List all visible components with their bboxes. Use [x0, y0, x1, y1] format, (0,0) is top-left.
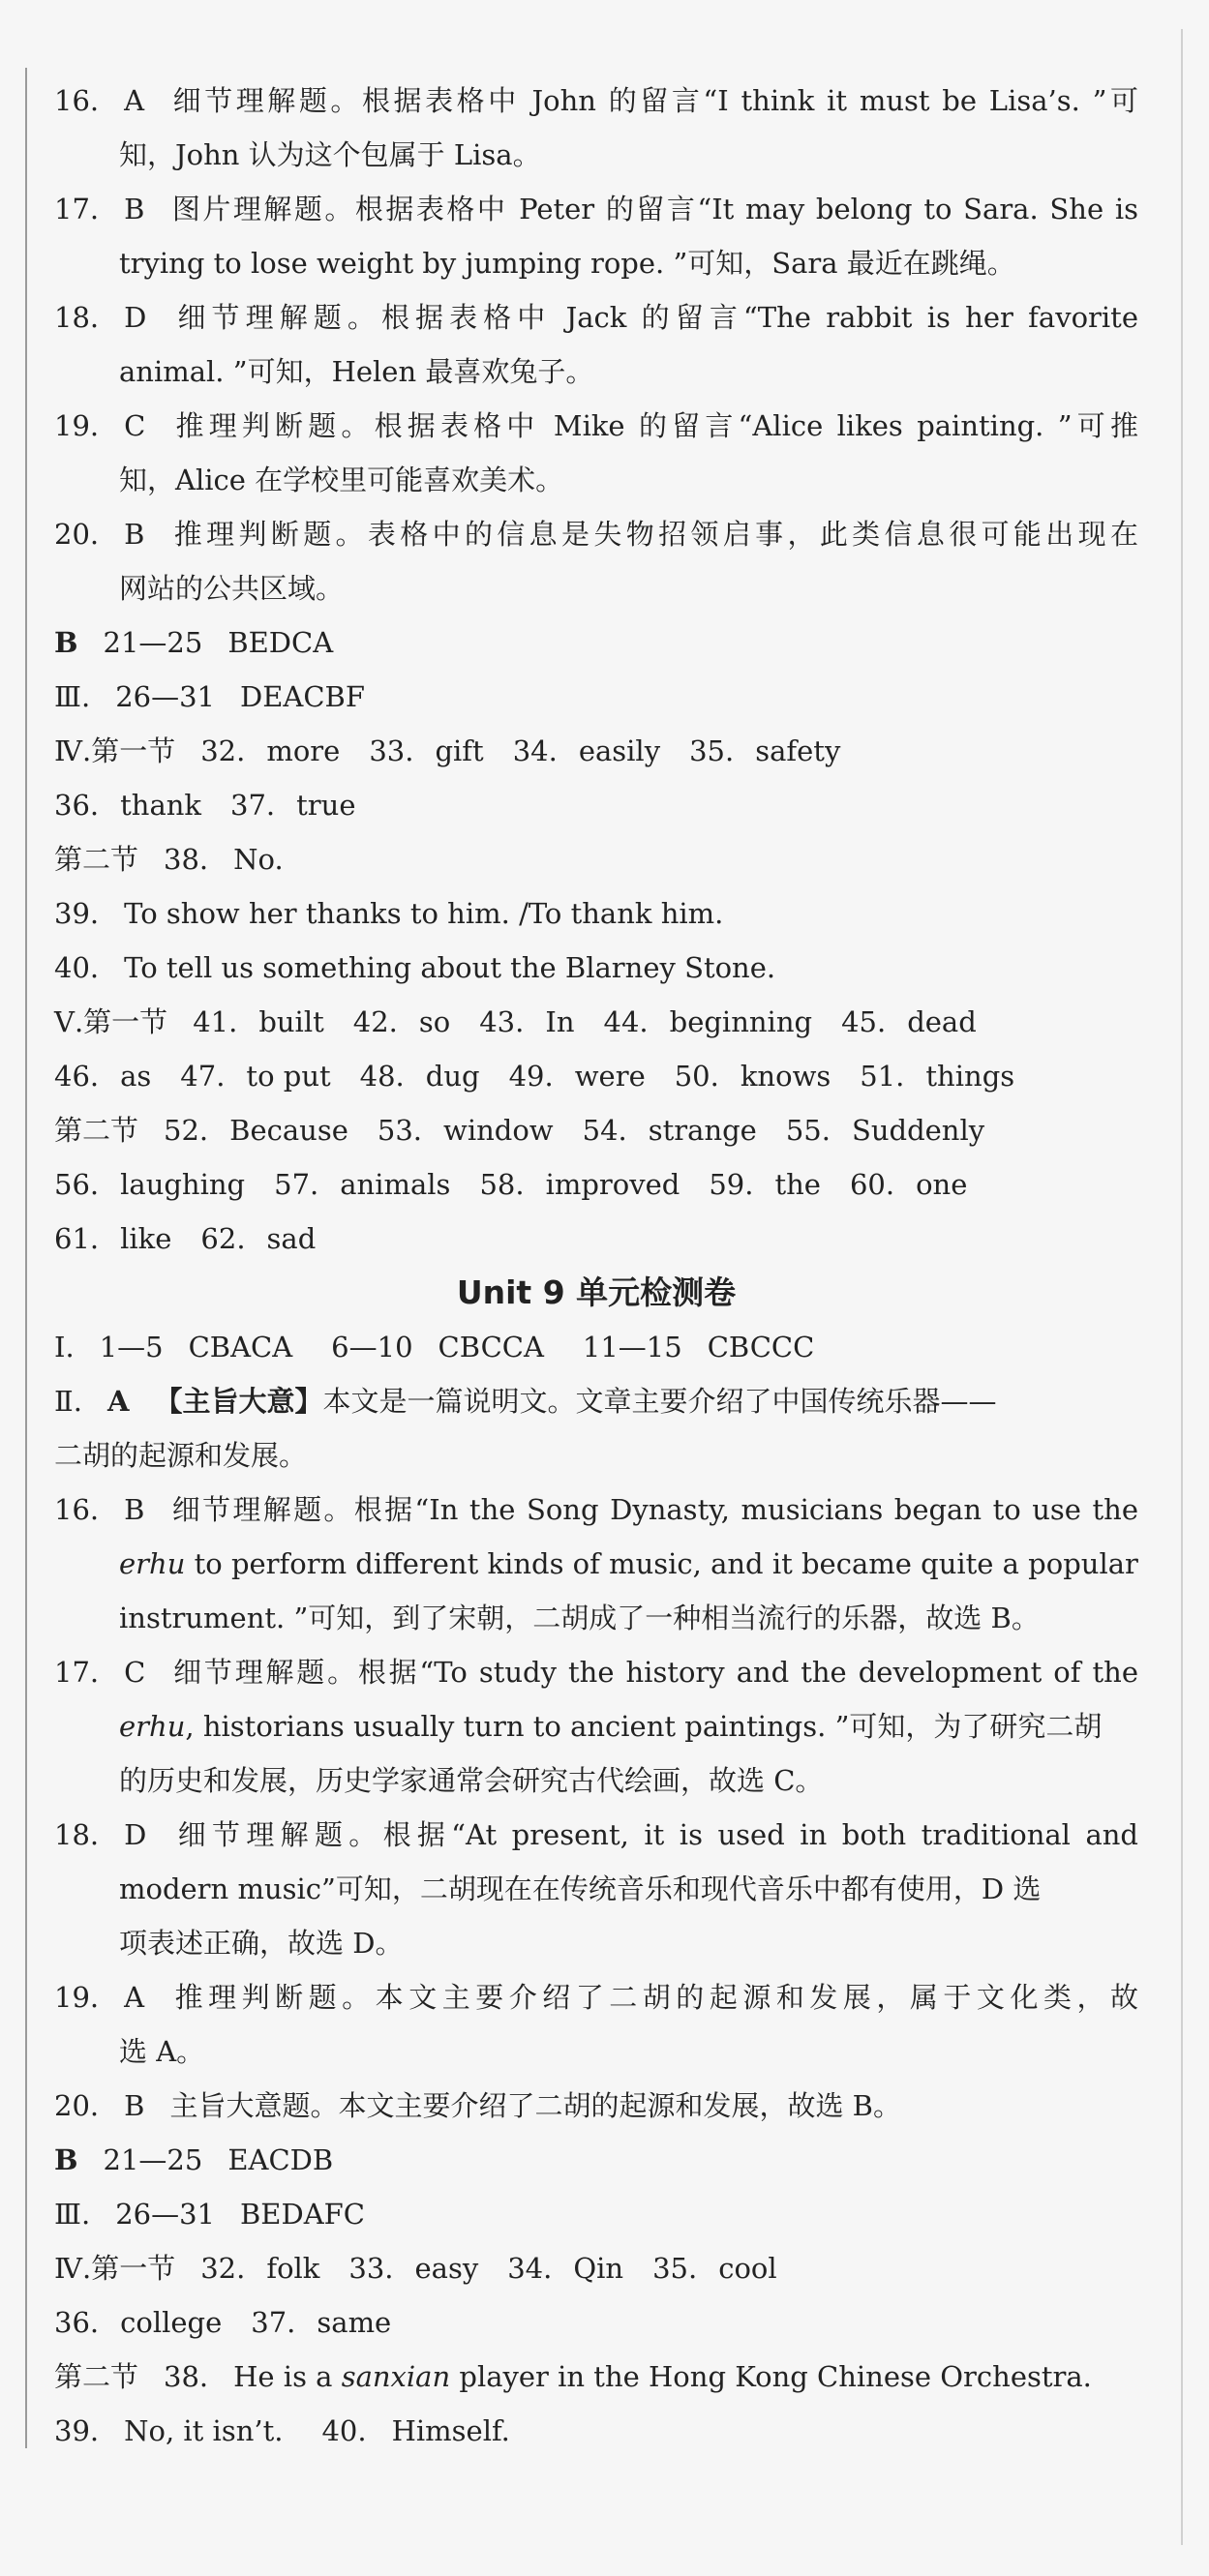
answer-letter: A	[124, 84, 145, 117]
answer-17	[54, 182, 1138, 290]
answer-row	[200, 734, 840, 767]
answer-text: To tell us something about the Blarney Stone.	[124, 951, 776, 984]
explanation-text: animal. ”可知，Helen 最喜欢兔子。	[119, 355, 594, 388]
answers: CBACA	[188, 1331, 293, 1363]
question-number: 48.	[359, 1060, 405, 1093]
part-v-row3	[54, 1103, 1138, 1157]
answer-word: sad	[266, 1222, 317, 1255]
answer-text: He is a	[233, 2360, 342, 2393]
explanation-text: 推理判断题。根据表格中 Mike 的留言“Alice likes painting. ”可推	[170, 409, 1138, 442]
answer-word: college	[120, 2306, 223, 2339]
right-margin-rule	[1181, 29, 1183, 2545]
u9-part-iii-answers	[54, 2187, 1138, 2241]
answer-word: gift	[435, 734, 484, 767]
answers: DEACBF	[240, 680, 365, 713]
u9-answer-39-40	[54, 2404, 1138, 2458]
unit-title: Unit 9 单元检测卷	[456, 1273, 737, 1311]
answer-row	[54, 1060, 1014, 1093]
part-label: B	[54, 626, 78, 659]
part-label: Ⅴ.	[54, 1005, 84, 1038]
question-number: 37.	[251, 2306, 296, 2339]
question-number: 58.	[479, 1168, 525, 1201]
answer-word: more	[266, 734, 341, 767]
answer-word: so	[418, 1005, 451, 1038]
answer-20	[54, 507, 1138, 615]
question-number: 17.	[54, 193, 100, 225]
answer-word: animals	[340, 1168, 451, 1201]
question-number: 32.	[200, 2252, 246, 2285]
question-number: 33.	[369, 734, 414, 767]
answer-word: window	[443, 1114, 554, 1147]
answers: EACDB	[227, 2143, 334, 2176]
part-iv-sec2	[54, 832, 1138, 886]
part-i-answers	[54, 1320, 1138, 1374]
question-number: 34.	[512, 734, 558, 767]
answer-text: No, it isn’t.	[124, 2414, 284, 2447]
question-number: 38.	[164, 843, 209, 876]
explanation-text: 细节理解题。根据“In the Song Dynasty, musicians began to use the	[169, 1493, 1138, 1526]
answer-word: dead	[907, 1005, 977, 1038]
answer-word: knows	[740, 1060, 831, 1093]
range: 26—31	[115, 680, 215, 713]
question-number: 61.	[54, 1222, 100, 1255]
answer-word: beginning	[669, 1005, 813, 1038]
answer-word: Suddenly	[851, 1114, 985, 1147]
explanation-text: 项表述正确，故选 D。	[119, 1927, 404, 1960]
question-number: 18.	[54, 301, 100, 334]
part-iv-row1	[54, 724, 1138, 778]
summary-text: 本文是一篇说明文。文章主要介绍了中国传统乐器——	[322, 1385, 997, 1418]
question-number: 33.	[348, 2252, 394, 2285]
question-number: 51.	[860, 1060, 905, 1093]
part-b-answers	[54, 615, 1138, 670]
explanation-text: 图片理解题。根据表格中 Peter 的留言“It may belong to Sara. She is	[169, 193, 1138, 225]
explanation-text: 选 A。	[119, 2035, 205, 2068]
answer-word: Because	[229, 1114, 348, 1147]
answer-word: built	[258, 1005, 324, 1038]
answer-word: folk	[266, 2252, 320, 2285]
range: 21—25	[103, 2143, 203, 2176]
u9-answer-17	[54, 1645, 1138, 1808]
question-number: 38.	[164, 2360, 209, 2393]
question-number: 54.	[582, 1114, 627, 1147]
question-number: 40.	[54, 951, 100, 984]
question-number: 32.	[200, 734, 246, 767]
answer-word: easy	[414, 2252, 479, 2285]
u9-part-iv-row1	[54, 2241, 1138, 2295]
answers: BEDCA	[227, 626, 334, 659]
answer-letter: A	[124, 1981, 145, 2014]
answer-row	[54, 2306, 391, 2339]
part-ii-summary	[54, 1374, 1138, 1483]
answer-letter: B	[124, 193, 145, 225]
question-number: 37.	[230, 789, 276, 822]
part-v-row1	[54, 995, 1138, 1049]
explanation-text: 细节理解题。根据表格中 Jack 的留言“The rabbit is her favorite	[171, 301, 1138, 334]
explanation-text: 的历史和发展，历史学家通常会研究古代绘画，故选 C。	[119, 1764, 824, 1797]
question-number: 16.	[54, 84, 100, 117]
explanation-text: trying to lose weight by jumping rope. ”可知，Sara 最近在跳绳。	[119, 247, 1015, 280]
explanation-text: 知，John 认为这个包属于 Lisa。	[119, 138, 541, 171]
question-number: 43.	[479, 1005, 525, 1038]
answer-row	[164, 1114, 984, 1147]
section-label: 第一节	[83, 1005, 168, 1038]
question-number: 35.	[689, 734, 735, 767]
part-label: B	[54, 2143, 78, 2176]
question-number: 17.	[54, 1656, 100, 1689]
answer-word: Qin	[573, 2252, 624, 2285]
range: 1—5	[99, 1331, 164, 1363]
answers: CBCCC	[707, 1331, 815, 1363]
question-number: 56.	[54, 1168, 100, 1201]
question-number: 18.	[54, 1818, 100, 1851]
question-number: 53.	[377, 1114, 422, 1147]
answer-word: were	[574, 1060, 646, 1093]
question-number: 36.	[54, 2306, 100, 2339]
explanation-text: 主旨大意题。本文主要介绍了二胡的起源和发展，故选 B。	[169, 2089, 901, 2122]
italic-term: sanxian	[341, 2360, 451, 2393]
question-number: 39.	[54, 897, 100, 930]
part-label: Ⅲ.	[54, 680, 91, 713]
answer-letter: B	[124, 2089, 145, 2122]
explanation-text: 细节理解题。根据“To study the history and the development of the	[170, 1656, 1138, 1689]
part-label: Ⅱ.	[54, 1385, 82, 1418]
answer-letter: C	[124, 409, 146, 442]
question-number: 35.	[652, 2252, 698, 2285]
explanation-text: 细节理解题。根据表格中 John 的留言“I think it must be Lisa’s. ”可	[169, 84, 1138, 117]
left-margin-rule	[25, 68, 27, 2448]
question-number: 20.	[54, 2089, 100, 2122]
section-label: 第二节	[54, 1114, 139, 1147]
section-label: 第二节	[54, 843, 139, 876]
question-number: 34.	[507, 2252, 553, 2285]
u9-part-iv-row2	[54, 2295, 1138, 2350]
question-number: 59.	[709, 1168, 754, 1201]
explanation-text: to perform different kinds of music, and it became quite a popular	[185, 1547, 1138, 1580]
answer-row	[54, 1168, 967, 1201]
answer-word: thank	[120, 789, 201, 822]
part-iii-answers	[54, 670, 1138, 724]
answer-word: to put	[246, 1060, 331, 1093]
question-number: 62.	[200, 1222, 246, 1255]
question-number: 60.	[849, 1168, 895, 1201]
u9-part-iv-sec2	[54, 2350, 1138, 2404]
explanation-text: , historians usually turn to ancient paintings. ”可知，为了研究二胡	[185, 1710, 1103, 1743]
answer-word: laughing	[120, 1168, 246, 1201]
answer-letter: D	[124, 1818, 147, 1851]
answer-letter: C	[124, 1656, 146, 1689]
question-number: 44.	[603, 1005, 649, 1038]
answer-word: true	[296, 789, 356, 822]
explanation-text: 细节理解题。根据“At present, it is used in both traditional and	[171, 1818, 1138, 1851]
answer-word: In	[545, 1005, 575, 1038]
explanation-text: 推理判断题。表格中的信息是失物招领启事，此类信息很可能出现在	[169, 518, 1138, 551]
answer-word: strange	[648, 1114, 757, 1147]
part-label: Ⅳ.	[54, 2252, 92, 2285]
answer-row	[200, 2252, 776, 2285]
question-number: 57.	[274, 1168, 319, 1201]
section-label: 第一节	[91, 734, 176, 767]
answer-text: player in the Hong Kong Chinese Orchestra.	[450, 2360, 1092, 2393]
question-number: 45.	[841, 1005, 887, 1038]
u9-part-b-answers	[54, 2133, 1138, 2187]
answer-40	[54, 941, 1138, 995]
answer-word: cool	[718, 2252, 777, 2285]
question-number: 50.	[674, 1060, 719, 1093]
answers: CBCCA	[438, 1331, 544, 1363]
answer-word: things	[925, 1060, 1015, 1093]
part-v-row2	[54, 1049, 1138, 1103]
answer-row	[54, 1222, 316, 1255]
answer-row	[193, 1005, 977, 1038]
explanation-text: modern music”可知，二胡现在在传统音乐和现代音乐中都有使用，D 选	[119, 1872, 1042, 1905]
range: 26—31	[115, 2198, 215, 2231]
tag-label: 【主旨大意】	[154, 1385, 323, 1418]
summary-text: 二胡的起源和发展。	[54, 1439, 308, 1472]
section-label: 第一节	[91, 2252, 176, 2285]
passage-label: A	[106, 1385, 130, 1418]
part-v-row5	[54, 1212, 1138, 1266]
answer-word: safety	[755, 734, 841, 767]
question-number: 42.	[352, 1005, 398, 1038]
answer-text: No.	[233, 843, 284, 876]
answer-19	[54, 399, 1138, 507]
explanation-text: 推理判断题。本文主要介绍了二胡的起源和发展，属于文化类，故	[169, 1981, 1138, 2014]
question-number: 41.	[193, 1005, 238, 1038]
answer-word: the	[774, 1168, 821, 1201]
answer-text: To show her thanks to him. /To thank him.	[124, 897, 724, 930]
answer-word: dug	[425, 1060, 480, 1093]
answer-16	[54, 74, 1138, 182]
answer-39	[54, 886, 1138, 941]
answer-word: easily	[578, 734, 661, 767]
answer-letter: B	[124, 518, 145, 551]
answer-18	[54, 290, 1138, 399]
answer-word: like	[120, 1222, 172, 1255]
question-number: 46.	[54, 1060, 100, 1093]
explanation-text: 知，Alice 在学校里可能喜欢美术。	[119, 464, 564, 496]
u9-answer-20	[54, 2079, 1138, 2133]
part-iv-row2	[54, 778, 1138, 832]
question-number: 39.	[54, 2414, 100, 2447]
answer-word: one	[916, 1168, 968, 1201]
question-number: 36.	[54, 789, 100, 822]
answer-letter: D	[124, 301, 147, 334]
question-number: 47.	[180, 1060, 226, 1093]
question-number: 49.	[508, 1060, 554, 1093]
part-label: Ⅲ.	[54, 2198, 91, 2231]
answer-row	[54, 789, 355, 822]
answer-word: improved	[545, 1168, 680, 1201]
question-number: 16.	[54, 1493, 100, 1526]
answers: BEDAFC	[240, 2198, 365, 2231]
u9-answer-19	[54, 1970, 1138, 2079]
question-number: 19.	[54, 1981, 100, 2014]
part-label: Ⅳ.	[54, 734, 92, 767]
part-label: Ⅰ.	[54, 1331, 75, 1363]
question-number: 19.	[54, 409, 100, 442]
explanation-text: 网站的公共区域。	[119, 572, 345, 605]
answer-word: same	[317, 2306, 392, 2339]
u9-answer-18	[54, 1808, 1138, 1970]
answer-text: Himself.	[391, 2414, 510, 2447]
answer-key-page	[54, 74, 1138, 2458]
question-number: 52.	[164, 1114, 209, 1147]
answer-letter: B	[124, 1493, 145, 1526]
explanation-text: instrument. ”可知，到了宋朝，二胡成了一种相当流行的乐器，故选 B。	[119, 1602, 1040, 1634]
question-number: 40.	[321, 2414, 367, 2447]
answer-word: as	[120, 1060, 152, 1093]
question-number: 20.	[54, 518, 100, 551]
range: 21—25	[103, 626, 203, 659]
part-v-row4	[54, 1157, 1138, 1212]
italic-term: erhu	[119, 1547, 186, 1580]
range: 11—15	[582, 1331, 682, 1363]
range: 6—10	[331, 1331, 413, 1363]
u9-answer-16	[54, 1483, 1138, 1645]
question-number: 55.	[785, 1114, 831, 1147]
section-label: 第二节	[54, 2360, 139, 2393]
italic-term: erhu	[119, 1710, 186, 1743]
